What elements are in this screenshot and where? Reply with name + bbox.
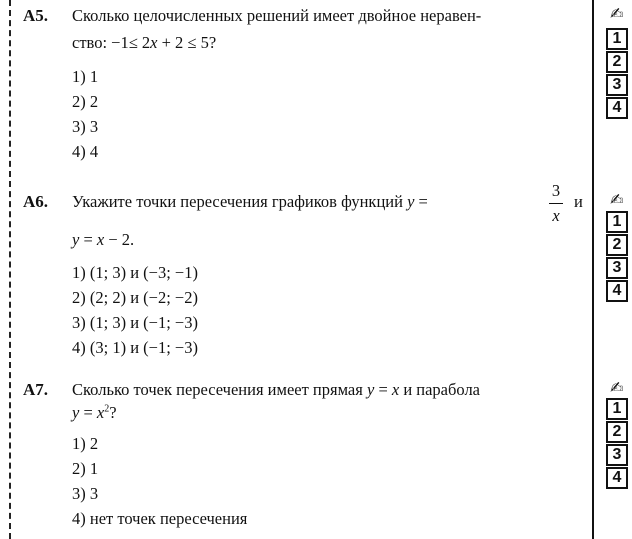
pencil-icon: ✍ (610, 378, 624, 397)
option-3: 3) 3 (72, 484, 99, 503)
question-number: A7. (23, 380, 49, 399)
answer-box-2[interactable]: 2 (606, 421, 628, 443)
answer-box-4[interactable]: 4 (606, 97, 628, 119)
pencil-icon: ✍ (610, 4, 624, 23)
option-4: 4) нет точек пересечения (72, 509, 248, 528)
option-3: 3) 3 (72, 117, 99, 136)
question-text-line2: $y = x^2$? (72, 403, 117, 422)
option-2: 2) 1 (72, 459, 99, 478)
option-1: 1) (1; 3) и (−3; −1) (72, 263, 198, 282)
answer-box-1[interactable]: 1 (606, 398, 628, 420)
question-text-line2: ство: −1≤ 2x + 2 ≤ 5? (72, 33, 217, 52)
question-text-line2: y = x − 2. (72, 230, 135, 249)
answer-box-3[interactable]: 3 (606, 74, 628, 96)
option-3: 3) (1; 3) и (−1; −3) (72, 313, 198, 332)
question-text: Укажите точки пересечения графиков функций y = (72, 192, 428, 211)
answer-box-3[interactable]: 3 (606, 444, 628, 466)
answer-box-2[interactable]: 2 (606, 234, 628, 256)
fraction: 3 x (549, 181, 563, 226)
option-2: 2) (2; 2) и (−2; −2) (72, 288, 198, 307)
option-4: 4) 4 (72, 142, 99, 161)
question-text: Сколько точек пересечения имеет прямая y = x и парабола (72, 380, 480, 399)
answer-box-1[interactable]: 1 (606, 211, 628, 233)
answer-box-4[interactable]: 4 (606, 280, 628, 302)
answer-box-3[interactable]: 3 (606, 257, 628, 279)
option-1: 1) 1 (72, 67, 99, 86)
option-4: 4) (3; 1) и (−1; −3) (72, 338, 198, 357)
question-text: Сколько целочисленных решений имеет двойное нерaвен- (72, 6, 482, 25)
question-number: A5. (23, 6, 49, 25)
option-1: 1) 2 (72, 434, 99, 453)
question-number: A6. (23, 192, 49, 211)
margin-divider (592, 0, 594, 539)
pencil-icon: ✍ (610, 190, 624, 209)
question-text-end: и (574, 192, 583, 211)
answer-box-4[interactable]: 4 (606, 467, 628, 489)
answer-box-2[interactable]: 2 (606, 51, 628, 73)
cut-line (9, 0, 11, 539)
option-2: 2) 2 (72, 92, 99, 111)
answer-box-1[interactable]: 1 (606, 28, 628, 50)
